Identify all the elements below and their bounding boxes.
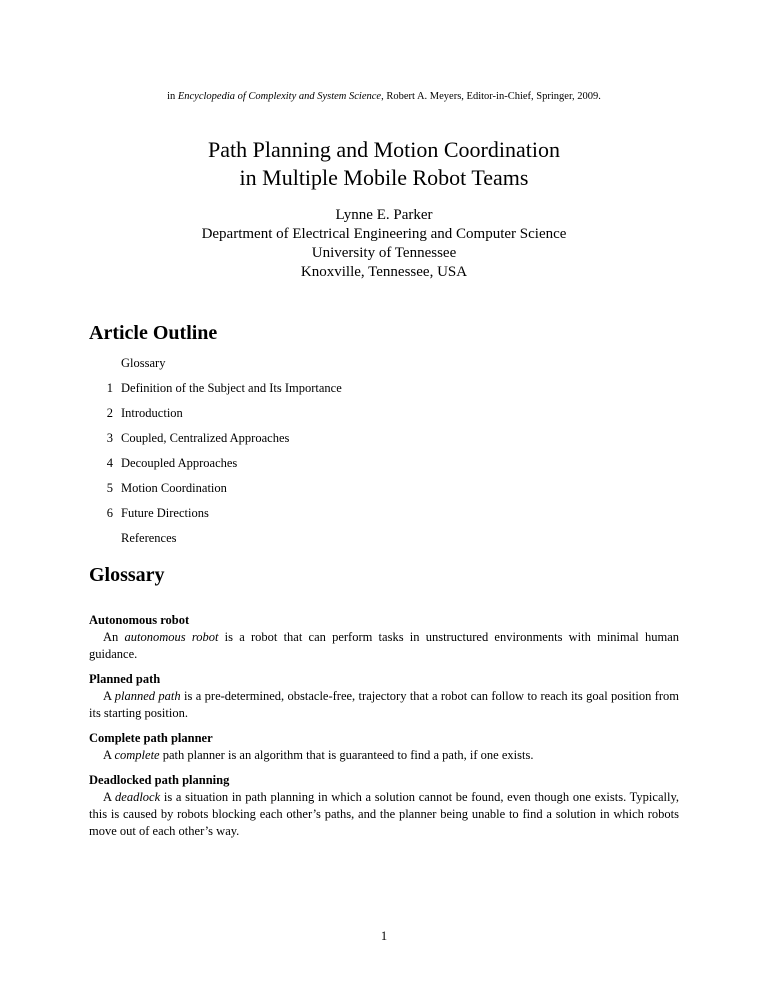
definition-text: An [103,630,125,644]
glossary-term: Autonomous robot [89,613,190,627]
glossary-term: Planned path [89,672,161,686]
definition-emphasis: deadlock [115,790,161,804]
glossary-term: Complete path planner [89,731,213,745]
glossary-definition [89,747,679,764]
definition-emphasis: planned path [114,689,181,703]
definition-text: A [103,748,115,762]
author-location: Knoxville, Tennessee, USA [300,264,468,280]
citation-line [0,91,768,102]
author-block [0,206,768,282]
author-university: University of Tennessee [311,245,457,261]
definition-text: is a pre-determined, obstacle-free, trajectory that a robot can follow to reach its goal position from its starting position. [89,689,680,720]
outline-item-label: Motion Coordination [121,481,227,495]
definition-emphasis: autonomous robot [124,630,219,644]
outline-item-number: 5 [106,481,113,495]
citation-suffix: , Robert A. Meyers, Editor-in-Chief, Springer, 2009. [381,91,601,102]
glossary-entry [89,730,679,764]
outline-item-label: Coupled, Centralized Approaches [121,431,290,445]
outline-item-number: 2 [106,406,113,420]
glossary-entry [89,772,679,840]
outline-item-label: Future Directions [121,506,209,520]
citation-prefix: in [167,91,178,102]
author-name: Lynne E. Parker [335,207,433,223]
definition-emphasis: complete [114,748,160,762]
outline-heading: Article Outline [89,322,218,344]
title-line-1: Path Planning and Motion Coordination [208,137,560,162]
paper-title [0,136,768,192]
glossary-term: Deadlocked path planning [89,773,230,787]
glossary-entry [89,612,679,663]
definition-text: is a situation in path planning in which a solution cannot be found, even though one exists. Typically, this is caused by robots blocking each other’s paths, and the planner being unable to find a solution in which robots move out of each other’s way. [89,790,680,838]
outline-item-number: 4 [106,456,113,470]
definition-text: path planner is an algorithm that is guaranteed to find a path, if one exists. [159,748,534,762]
glossary-entry [89,671,679,722]
glossary-list [89,612,679,848]
definition-text: A [103,689,115,703]
outline-item-label: Introduction [121,406,183,420]
outline-item-label: Definition of the Subject and Its Importance [121,381,342,395]
outline-item-label: Decoupled Approaches [121,456,238,470]
glossary-definition [89,789,679,840]
glossary-definition [89,688,679,722]
outline-item-number: 3 [106,431,113,445]
citation-work: Encyclopedia of Complexity and System Science [177,91,382,102]
outline-item-label: Glossary [121,356,166,370]
outline-item-number: 6 [106,506,113,520]
outline-item-label: References [121,531,177,545]
glossary-definition [89,629,679,663]
definition-text: A [103,790,116,804]
glossary-heading: Glossary [89,564,165,586]
title-line-2: in Multiple Mobile Robot Teams [239,165,529,190]
outline-item-number: 1 [106,381,113,395]
definition-text: is a robot that can perform tasks in unstructured environments with minimal human guidance. [89,630,679,661]
author-department: Department of Electrical Engineering and Computer Science [201,226,567,242]
page-number: 1 [380,929,388,943]
